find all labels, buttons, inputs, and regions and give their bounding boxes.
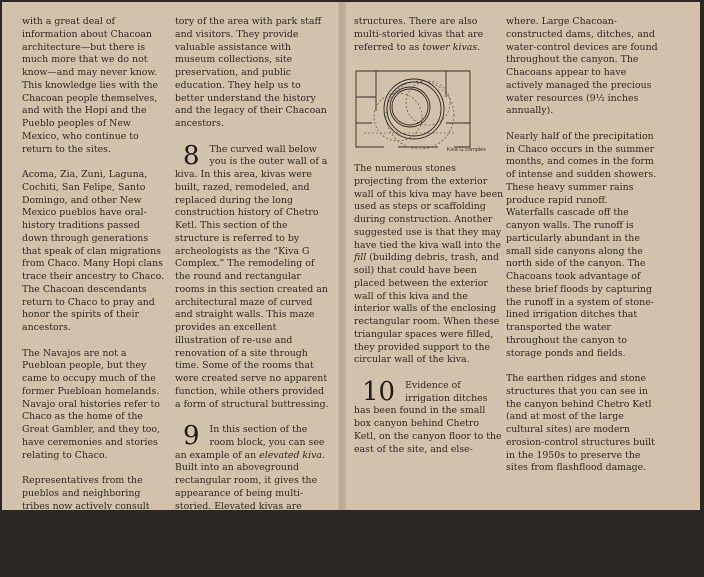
paragraph-erosion-control: The earthen ridges and stone structures that you can see in the canyon behind Chetro Ketl (and at most of the large cultural sites) are modern erosion-control structures built in the 1950s to preserve the sites from flashflood damage. [506,373,655,474]
column-4 [506,16,658,488]
column-3 [354,16,504,469]
stones-text-b: (building debris, trash, and soil) that could have been placed between the exterior wall of this kiva and the interior walls of the enclosing rectangular room. When these triangular spaces were filled, they provided support to the circular wall of the kiva. [354,252,500,366]
paragraph-representatives: Representatives from the pueblos and neighboring tribes now actively consult with the park on important management issues. They share their knowledge and his- [22,475,151,563]
column-1 [22,16,168,577]
stop-number-8: 8 [183,140,200,171]
stop-10-text: Evidence of irrigation ditches has been found in the small box canyon behind Chetro Ketl, on the canyon floor to the east of the site, and else- [354,379,502,455]
paragraph-structures [354,16,504,54]
figure-caption: Kiva G complex [446,147,486,154]
paragraph-precipitation: Nearly half of the precipitation in Chaco occurs in the summer months, and comes in the form of intense and sudden showers. These heavy summer rains produce rapid runoff. Waterfalls cascade off the canyon walls. The runoff is particularly abundant in the small side canyons along the north side of the canyon. The Chacoans took advantage of these brief floods by capturing the runoff in a system of stone-lined irrigation ditches that transported the water throughout the canyon to storage ponds and fields. [506,130,657,359]
structures-text-b: . [477,41,481,53]
paragraph-projecting-stones [354,163,504,367]
stop-9-term: elevated kiva [259,449,322,461]
stop-number-9: 9 [183,421,200,451]
paragraph-history: tory of the area with park staff and visitors. They provide valuable assistance with museum collections, site preservation, and public education. They help us to better understand the history and the legacy of their Chacoan ancestors. [175,16,327,129]
stop-9-text-a: In this section of the room block, you can see an example of an [175,424,325,461]
stop-8-paragraph [175,140,331,412]
stop-8-text: The curved wall below you is the outer wall of a kiva. In this area, kivas were built, razed, remodeled, and replaced during the long construction history of Chetro Ketl. This section of the structure is referred to by archeologists as the “Kiva G Complex.” The remodeling of the round and rectangular rooms in this section created an architectural maze of curved and straight walls. This maze provides an excellent illustration of re-use and renovation of a site through time. Some of the rooms that were created serve no apparent function, while others provided a form of structural buttressing. [175,143,329,410]
stones-text-a: The numerous stones projecting from the exterior wall of this kiva may have been used as steps or scaffolding during construction. Another suggested use is that they may have tied the kiva wall into the [354,163,504,251]
fill-term: fill [354,252,367,264]
book-gutter [338,2,346,510]
paragraph-pueblos: Acoma, Zia, Zuni, Laguna, Cochiti, San Felipe, Santo Domingo, and other New Mexico pueblos have oral-history traditions passed down through generations that speak of clan migrations from Chaco. Many Hopi clans trace their ancestry to Chaco. The Chacoan descendants return to Chaco to pray and honor the spirits of their ancestors. [22,169,165,333]
stop-10-paragraph [354,376,504,457]
kiva-g-complex-figure [354,67,486,155]
column-2 [175,16,331,539]
structures-text-a: structures. There are also multi-storied kivas that are referred to as [354,16,484,53]
paragraph-knowledge: with a great deal of information about Chacoan architecture—but there is much more that we do not know—and may never know. This knowledge lies with the Chacoan people themselves, and with the Hopi and the Pueblo peoples of New Mexico, who continue to return to the sites. [22,16,159,155]
paragraph-dams: where. Large Chacoan-constructed dams, ditches, and water-control devices are found throughout the canyon. The Chacoans appear to have actively managed the precious water resources (9½ inches annually). [506,16,658,117]
stop-9-text-b: . Built into an aboveground rectangular room, it gives the appearance of being multi-storied. Elevated kivas are single-story [175,449,325,525]
tower-kivas-term: tower kivas [422,41,478,53]
stop-number-10: 10 [362,376,396,407]
stop-9-paragraph [175,421,331,526]
paragraph-navajos: The Navajos are not a Puebloan people, but they came to occupy much of the former Puebloan homelands. Navajo oral histories refer to Chaco as the home of the Great Gambler, and they too, have ceremonies and stories relating to Chaco. [22,347,161,461]
kiva-plan-drawing [354,67,472,155]
